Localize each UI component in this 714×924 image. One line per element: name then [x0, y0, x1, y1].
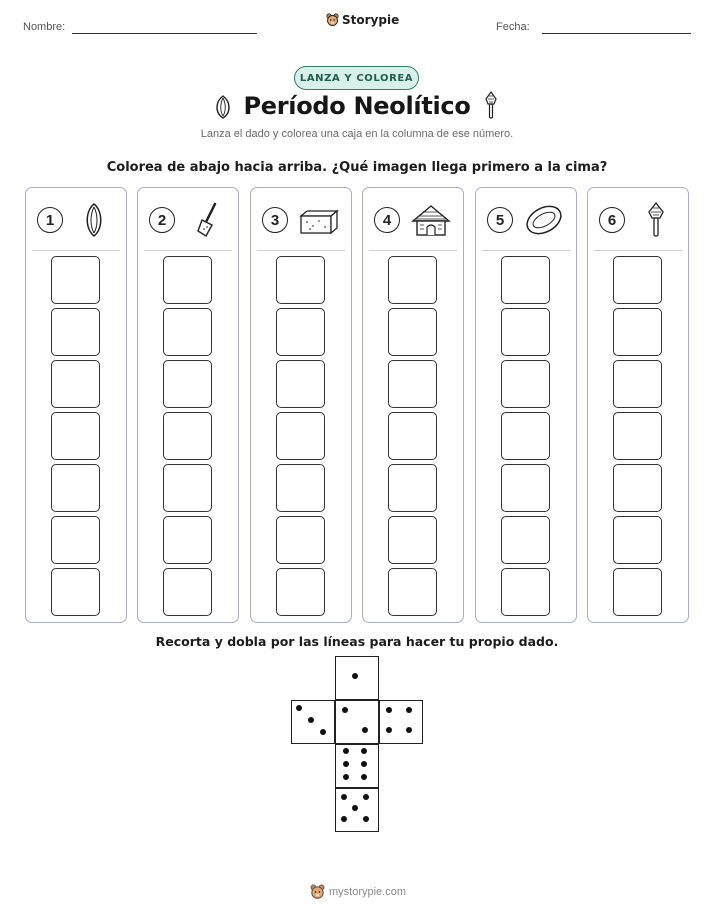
- color-box[interactable]: [613, 256, 662, 304]
- color-box[interactable]: [51, 308, 100, 356]
- color-box[interactable]: [613, 464, 662, 512]
- die-pip: [352, 673, 358, 679]
- die-pip: [342, 707, 348, 713]
- color-box[interactable]: [388, 256, 437, 304]
- color-box[interactable]: [163, 464, 212, 512]
- column-divider: [32, 250, 120, 251]
- die-pip: [386, 727, 392, 733]
- die-face-3: [291, 700, 335, 744]
- date-label: Fecha:: [496, 21, 530, 33]
- color-box[interactable]: [163, 308, 212, 356]
- page-title: Período Neolítico: [243, 92, 471, 120]
- column-number: 2: [149, 207, 175, 233]
- shovel-icon: [184, 200, 228, 240]
- die-pip: [341, 816, 347, 822]
- column-divider: [257, 250, 345, 251]
- color-box[interactable]: [388, 568, 437, 616]
- color-box[interactable]: [51, 568, 100, 616]
- column-5: [475, 187, 577, 623]
- die-pip: [361, 774, 367, 780]
- die-pip: [343, 761, 349, 767]
- color-box[interactable]: [276, 464, 325, 512]
- color-box[interactable]: [613, 412, 662, 460]
- column-1: [25, 187, 127, 623]
- column-2: [137, 187, 239, 623]
- bear-icon: [310, 884, 325, 900]
- column-number: 5: [487, 207, 513, 233]
- die-pip: [341, 794, 347, 800]
- column-6: [587, 187, 689, 623]
- die-pip: [361, 761, 367, 767]
- column-divider: [594, 250, 682, 251]
- date-line[interactable]: [542, 33, 691, 34]
- color-box[interactable]: [276, 412, 325, 460]
- die-pip: [343, 774, 349, 780]
- color-box[interactable]: [163, 412, 212, 460]
- color-box[interactable]: [51, 412, 100, 460]
- color-box[interactable]: [51, 464, 100, 512]
- die-pip: [363, 794, 369, 800]
- color-box[interactable]: [388, 360, 437, 408]
- color-box[interactable]: [501, 464, 550, 512]
- color-box[interactable]: [501, 360, 550, 408]
- color-box[interactable]: [613, 568, 662, 616]
- stone-axe-icon: [481, 90, 501, 122]
- die-pip: [320, 729, 326, 735]
- bear-icon: [326, 13, 339, 27]
- color-box[interactable]: [501, 516, 550, 564]
- color-box[interactable]: [613, 516, 662, 564]
- die-pip: [296, 705, 302, 711]
- die-face-4: [379, 700, 423, 744]
- color-box[interactable]: [501, 256, 550, 304]
- die-face-2: [335, 700, 379, 744]
- footer-url: mystorypie.com: [329, 886, 407, 898]
- logo-text: Storypie: [342, 13, 400, 27]
- color-box[interactable]: [276, 308, 325, 356]
- name-line[interactable]: [72, 33, 257, 34]
- column-divider: [482, 250, 570, 251]
- cut-instruction: Recorta y dobla por las líneas para hacer tu propio dado.: [155, 634, 559, 649]
- column-number: 3: [262, 207, 288, 233]
- column-number: 1: [37, 207, 63, 233]
- color-box[interactable]: [163, 568, 212, 616]
- seed-icon: [72, 200, 116, 240]
- color-box[interactable]: [276, 360, 325, 408]
- column-number: 4: [374, 207, 400, 233]
- instruction: Colorea de abajo hacia arriba. ¿Qué imagen llega primero a la cima?: [106, 160, 608, 175]
- die-pip: [352, 805, 358, 811]
- color-box[interactable]: [51, 360, 100, 408]
- color-box[interactable]: [276, 568, 325, 616]
- color-box[interactable]: [163, 256, 212, 304]
- color-box[interactable]: [163, 516, 212, 564]
- die-face-5: [335, 788, 379, 832]
- color-box[interactable]: [51, 256, 100, 304]
- color-box[interactable]: [276, 256, 325, 304]
- column-divider: [144, 250, 232, 251]
- column-number: 6: [599, 207, 625, 233]
- die-pip: [343, 748, 349, 754]
- hut-icon: [409, 200, 453, 240]
- column-divider: [369, 250, 457, 251]
- die-pip: [406, 707, 412, 713]
- color-box[interactable]: [51, 516, 100, 564]
- column-4: [362, 187, 464, 623]
- activity-badge: LANZA Y COLOREA: [294, 66, 419, 90]
- die-pip: [363, 816, 369, 822]
- color-box[interactable]: [388, 516, 437, 564]
- die-face-6: [335, 744, 379, 788]
- die-pip: [361, 748, 367, 754]
- color-box[interactable]: [388, 308, 437, 356]
- column-3: [250, 187, 352, 623]
- footer: [310, 884, 406, 900]
- color-box[interactable]: [163, 360, 212, 408]
- color-box[interactable]: [613, 360, 662, 408]
- name-label: Nombre:: [23, 21, 66, 33]
- color-box[interactable]: [501, 412, 550, 460]
- subtitle: Lanza el dado y colorea una caja en la columna de ese número.: [200, 128, 514, 140]
- color-box[interactable]: [388, 412, 437, 460]
- die-face-1: [335, 656, 379, 700]
- color-box[interactable]: [501, 308, 550, 356]
- color-box[interactable]: [276, 516, 325, 564]
- die-pip: [362, 727, 368, 733]
- die-pip: [386, 707, 392, 713]
- die-pip: [308, 717, 314, 723]
- color-box[interactable]: [388, 464, 437, 512]
- grinding-stone-icon: [522, 200, 566, 240]
- die-pip: [406, 727, 412, 733]
- color-box[interactable]: [501, 568, 550, 616]
- brick-icon: [297, 200, 341, 240]
- storypie-logo: [326, 13, 399, 27]
- color-box[interactable]: [613, 308, 662, 356]
- stone-axe-icon: [634, 200, 678, 240]
